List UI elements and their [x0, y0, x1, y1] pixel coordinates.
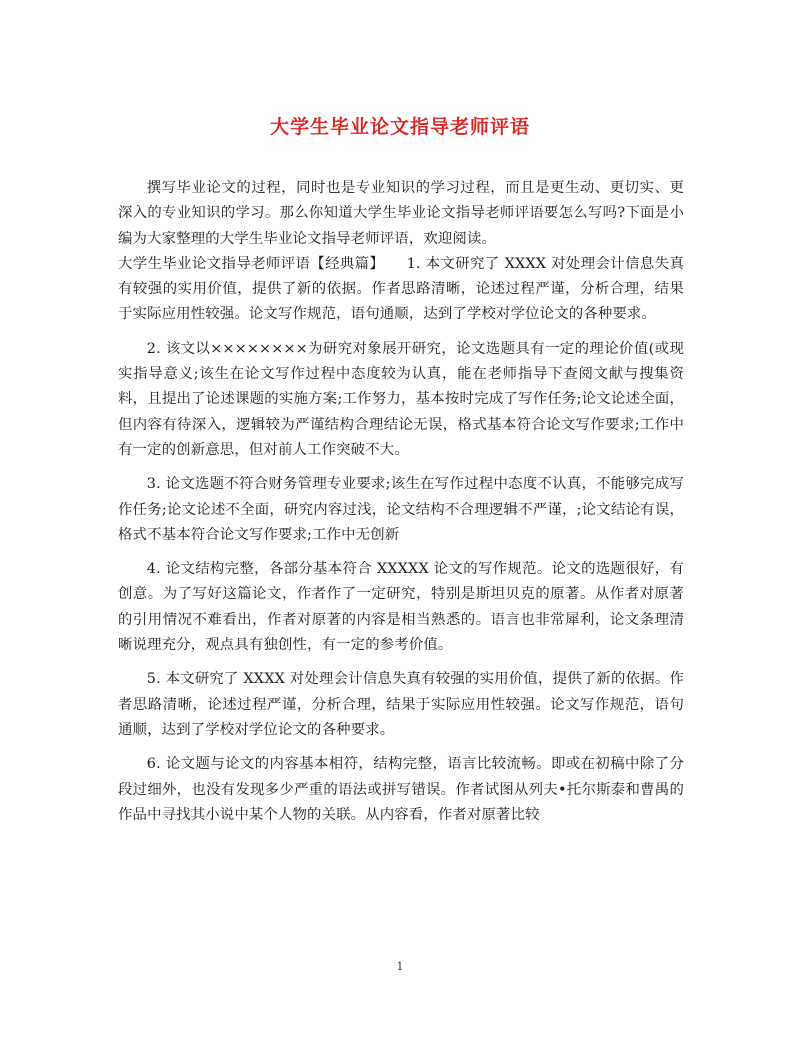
comment-paragraph-3: 3. 论文选题不符合财务管理专业要求;该生在写作过程中态度不认真，不能够完成写作任务;论文论述不全面，研究内容过浅，论文结构不合理逻辑不严谨，;论文结论有误，格式不基本符合论文写作要求;工作中无创新 — [118, 476, 684, 543]
comment-paragraph-4: 4. 论文结构完整，各部分基本符合 XXXXX 论文的写作规范。论文的选题很好，有创意。为了写好这篇论文，作者作了一定研究，特别是斯坦贝克的原著。从作者对原著的引用情况不难看出，作者对原著的内容是相当熟悉的。语言也非常犀利，论文条理清晰说理充分，观点具有独创性，有一定的参考价值。 — [118, 561, 684, 654]
document-title: 大学生毕业论文指导老师评语 — [269, 116, 530, 138]
comment-paragraph-1: 大学生毕业论文指导老师评语【经典篇】 1. 本文研究了 XXXX 对处理会计信息失真有较强的实用价值，提供了新的依据。作者思路清晰，论述过程严谨，分析合理，结果于实际应用性较强。论文写作规范，语句通顺，达到了学校对学位论文的各种要求。 — [118, 255, 684, 323]
comment-paragraph-2: 2. 该文以××××××××为研究对象展开研究，论文选题具有一定的理论价值(或现实指导意义;该生在论文写作过程中态度较为认真，能在老师指导下查阅文献与搜集资料，且提出了论述课题的实施方案;工作努力，基本按时完成了写作任务;论文论述全面，但内容有待深入，逻辑较为严谨结构合理结论无误，格式基本符合论文写作要求;工作中有一定的创新意思，但对前人工作突破不大。 — [118, 340, 684, 458]
comment-paragraph-5: 5. 本文研究了 XXXX 对处理会计信息失真有较强的实用价值，提供了新的依据。作者思路清晰，论述过程严谨，分析合理，结果于实际应用性较强。论文写作规范，语句通顺，达到了学校对学位论文的各种要求。 — [118, 671, 684, 738]
comment-paragraph-6: 6. 论文题与论文的内容基本相符，结构完整，语言比较流畅。即或在初稿中除了分段过细外，也没有发现多少严重的语法或拼写错误。作者试图从列夫•托尔斯泰和曹禺的作品中寻找其小说中某个人物的关联。从内容看，作者对原著比较 — [118, 756, 684, 823]
document-body — [118, 176, 684, 837]
intro-paragraph: 撰写毕业论文的过程，同时也是专业知识的学习过程，而且是更生动、更切实、更深入的专业知识的学习。那么你知道大学生毕业论文指导老师评语要怎么写吗?下面是小编为大家整理的大学生毕业论文指导老师评语，欢迎阅读。 — [118, 180, 684, 247]
page-number: 1 — [396, 960, 404, 973]
